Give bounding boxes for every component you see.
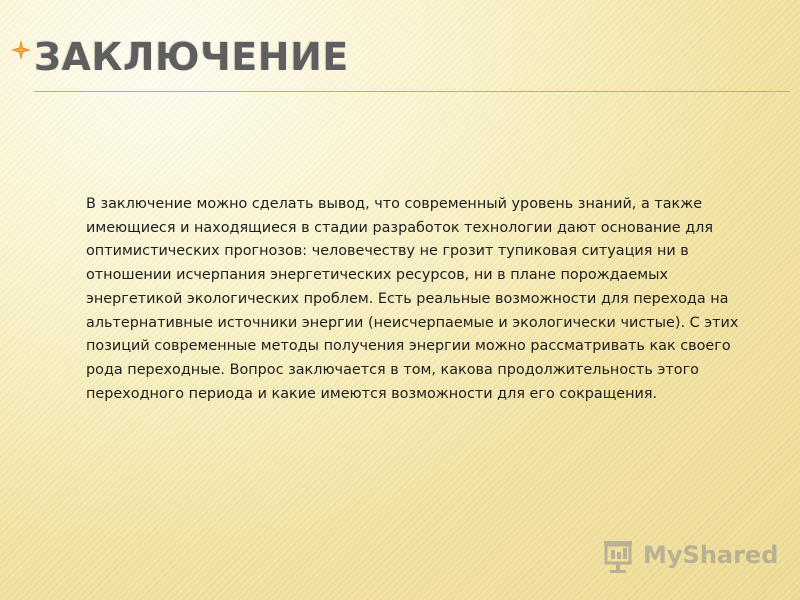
slide-title: ЗАКЛЮЧЕНИЕ xyxy=(34,35,349,79)
presentation-board-icon xyxy=(603,539,639,573)
watermark-text: MyShared xyxy=(643,541,779,569)
star-icon xyxy=(11,40,31,60)
slide-body-text: В заключение можно сделать вывод, что современный уровень знаний, а также имеющиеся и находящиеся в стадии разработок технологии дают основание для оптимистических прогнозов: человечеству не грозит тупиковая ситуация ни в отношении исчерпания энергетических ресурсов, ни в плане порождаемых энергетикой экологических проблем. Есть реальные возможности для перехода на альтернативные источники энергии (неисчерпаемые и экологически чистые). С этих позиций современные методы получения энергии можно рассматривать как своего рода переходные. Вопрос заключается в том, какова продолжительность этого переходного периода и какие имеются возможности для его сокращения. xyxy=(86,196,739,402)
title-divider xyxy=(34,91,790,92)
watermark-logo xyxy=(603,536,779,578)
